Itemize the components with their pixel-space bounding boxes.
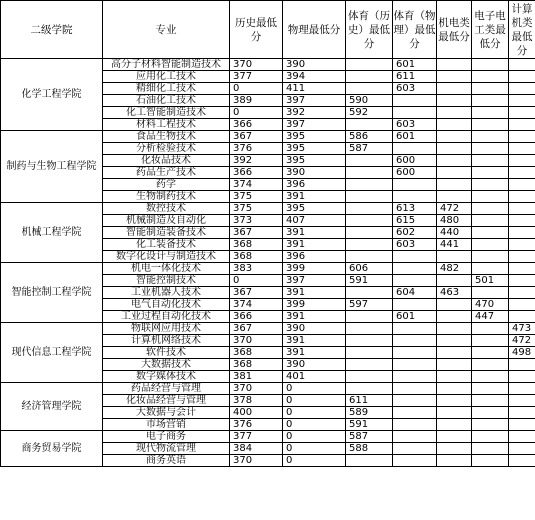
score-cell (437, 455, 472, 467)
score-cell (472, 347, 509, 359)
score-cell: 390 (283, 323, 346, 335)
score-cell (346, 83, 393, 95)
score-cell: 383 (230, 263, 283, 275)
score-cell (509, 263, 535, 275)
table-row (1, 431, 535, 443)
score-cell (393, 107, 437, 119)
score-cell (346, 203, 393, 215)
score-cell: 373 (230, 215, 283, 227)
score-cell (509, 455, 535, 467)
score-cell (346, 323, 393, 335)
score-cell (437, 431, 472, 443)
major-cell: 智能制造装备技术 (103, 227, 230, 239)
major-cell: 工业机器人技术 (103, 287, 230, 299)
score-cell: 0 (283, 419, 346, 431)
score-cell (509, 287, 535, 299)
score-cell (509, 299, 535, 311)
score-cell (472, 263, 509, 275)
score-cell: 368 (230, 359, 283, 371)
score-cell: 370 (230, 335, 283, 347)
score-cell (509, 407, 535, 419)
score-cell: 472 (509, 335, 535, 347)
major-cell: 机电一体化技术 (103, 263, 230, 275)
score-cell (472, 59, 509, 71)
score-cell: 613 (393, 203, 437, 215)
score-cell: 597 (346, 299, 393, 311)
score-cell (346, 251, 393, 263)
major-cell: 分析检验技术 (103, 143, 230, 155)
score-cell (509, 239, 535, 251)
score-cell: 395 (283, 143, 346, 155)
score-cell (509, 443, 535, 455)
score-cell: 378 (230, 395, 283, 407)
score-cell: 601 (393, 311, 437, 323)
score-cell: 587 (346, 143, 393, 155)
major-cell: 生物制药技术 (103, 191, 230, 203)
score-cell: 0 (283, 455, 346, 467)
department-cell: 商务贸易学院 (1, 431, 103, 467)
score-cell (472, 191, 509, 203)
score-cell: 370 (230, 59, 283, 71)
score-cell (346, 71, 393, 83)
score-cell: 367 (230, 323, 283, 335)
score-cell: 375 (230, 191, 283, 203)
score-cell: 391 (283, 335, 346, 347)
score-cell: 370 (230, 383, 283, 395)
score-cell: 611 (393, 71, 437, 83)
major-cell: 商务英语 (103, 455, 230, 467)
score-cell (437, 407, 472, 419)
score-cell (437, 71, 472, 83)
score-cell: 368 (230, 251, 283, 263)
score-cell: 391 (283, 239, 346, 251)
score-cell (509, 71, 535, 83)
score-cell (472, 431, 509, 443)
score-cell: 441 (437, 239, 472, 251)
score-cell (437, 191, 472, 203)
score-cell: 606 (346, 263, 393, 275)
department-cell: 机械工程学院 (1, 203, 103, 263)
department-cell: 制药与生物工程学院 (1, 131, 103, 203)
score-cell: 391 (283, 311, 346, 323)
score-cell: 374 (230, 299, 283, 311)
score-cell (437, 119, 472, 131)
score-cell (437, 383, 472, 395)
score-cell: 0 (283, 431, 346, 443)
header-row (1, 1, 535, 59)
header-electronics-min: 电子电工类最低分 (472, 1, 509, 59)
major-cell: 大数据与会计 (103, 407, 230, 419)
score-cell (437, 359, 472, 371)
score-cell (393, 431, 437, 443)
major-cell: 机械制造及自动化 (103, 215, 230, 227)
score-cell: 401 (283, 371, 346, 383)
score-cell: 0 (230, 107, 283, 119)
score-cell: 0 (283, 443, 346, 455)
score-cell (393, 143, 437, 155)
score-cell (346, 371, 393, 383)
score-cell: 470 (472, 299, 509, 311)
score-cell (437, 299, 472, 311)
score-cell: 600 (393, 155, 437, 167)
department-cell: 智能控制工程学院 (1, 263, 103, 323)
score-cell (472, 443, 509, 455)
major-cell: 化妆品经营与管理 (103, 395, 230, 407)
score-cell: 400 (230, 407, 283, 419)
major-cell: 化工智能制造技术 (103, 107, 230, 119)
score-cell (509, 359, 535, 371)
major-cell: 软件技术 (103, 347, 230, 359)
score-cell (437, 83, 472, 95)
score-cell (509, 395, 535, 407)
score-cell (346, 383, 393, 395)
score-cell (346, 119, 393, 131)
score-cell: 366 (230, 119, 283, 131)
department-cell: 现代信息工程学院 (1, 323, 103, 383)
score-cell (509, 143, 535, 155)
score-cell: 407 (283, 215, 346, 227)
score-cell: 590 (346, 95, 393, 107)
score-cell: 591 (346, 419, 393, 431)
table-row (1, 59, 535, 71)
score-cell (346, 59, 393, 71)
score-cell: 396 (283, 179, 346, 191)
score-cell (472, 155, 509, 167)
score-cell (346, 215, 393, 227)
score-cell: 463 (437, 287, 472, 299)
score-cell: 376 (230, 419, 283, 431)
header-computer-min: 计算机类最低分 (509, 1, 535, 59)
score-cell: 397 (283, 95, 346, 107)
score-cell (437, 251, 472, 263)
score-cell (393, 395, 437, 407)
score-cell (346, 167, 393, 179)
score-cell: 390 (283, 359, 346, 371)
score-cell: 472 (437, 203, 472, 215)
score-cell: 374 (230, 179, 283, 191)
department-cell: 化学工程学院 (1, 59, 103, 131)
score-cell (437, 95, 472, 107)
score-cell: 601 (393, 131, 437, 143)
header-physics-min: 物理最低分 (283, 1, 346, 59)
score-cell: 447 (472, 311, 509, 323)
score-cell: 377 (230, 71, 283, 83)
header-major: 专业 (103, 1, 230, 59)
score-cell (509, 251, 535, 263)
score-cell (472, 203, 509, 215)
score-cell (437, 59, 472, 71)
score-cell (437, 131, 472, 143)
score-cell (472, 371, 509, 383)
score-cell (346, 455, 393, 467)
score-cell (393, 251, 437, 263)
major-cell: 化工装备技术 (103, 239, 230, 251)
score-cell (346, 287, 393, 299)
score-cell (346, 227, 393, 239)
score-cell: 589 (346, 407, 393, 419)
score-cell (509, 59, 535, 71)
score-cell (472, 383, 509, 395)
score-cell: 397 (283, 119, 346, 131)
score-cell (509, 119, 535, 131)
score-cell: 615 (393, 215, 437, 227)
score-cell: 367 (230, 131, 283, 143)
score-cell (472, 419, 509, 431)
major-cell: 材料工程技术 (103, 119, 230, 131)
score-cell: 588 (346, 443, 393, 455)
score-cell: 473 (509, 323, 535, 335)
score-cell (472, 227, 509, 239)
score-cell: 390 (283, 59, 346, 71)
score-cell (393, 335, 437, 347)
score-cell: 501 (472, 275, 509, 287)
score-cell (393, 371, 437, 383)
score-cell (437, 167, 472, 179)
score-cell: 368 (230, 239, 283, 251)
major-cell: 药品经营与管理 (103, 383, 230, 395)
score-cell (393, 383, 437, 395)
score-cell (437, 179, 472, 191)
score-cell: 587 (346, 431, 393, 443)
score-cell (393, 443, 437, 455)
header-department: 二级学院 (1, 1, 103, 59)
major-cell: 计算机网络技术 (103, 335, 230, 347)
major-cell: 化妆品技术 (103, 155, 230, 167)
score-cell: 390 (283, 167, 346, 179)
score-cell: 603 (393, 239, 437, 251)
score-cell (437, 323, 472, 335)
score-cell (437, 347, 472, 359)
score-cell (437, 395, 472, 407)
score-cell: 366 (230, 167, 283, 179)
score-cell (437, 311, 472, 323)
score-cell: 591 (346, 275, 393, 287)
score-cell: 0 (283, 383, 346, 395)
score-cell (509, 311, 535, 323)
score-cell (472, 119, 509, 131)
score-cell (393, 299, 437, 311)
score-cell (393, 323, 437, 335)
major-cell: 药学 (103, 179, 230, 191)
score-cell (437, 335, 472, 347)
score-cell: 397 (283, 275, 346, 287)
score-cell (509, 179, 535, 191)
score-cell: 368 (230, 347, 283, 359)
table-row (1, 263, 535, 275)
score-cell: 389 (230, 95, 283, 107)
header-electromech-min: 机电类最低分 (437, 1, 472, 59)
score-cell (393, 455, 437, 467)
score-cell: 396 (283, 251, 346, 263)
score-cell: 391 (283, 347, 346, 359)
score-cell (437, 143, 472, 155)
score-cell (437, 275, 472, 287)
score-cell: 377 (230, 431, 283, 443)
score-cell (509, 131, 535, 143)
score-cell (437, 443, 472, 455)
score-cell: 392 (283, 107, 346, 119)
score-cell (472, 359, 509, 371)
major-cell: 数字化设计与制造技术 (103, 251, 230, 263)
score-cell: 395 (283, 155, 346, 167)
major-cell: 食品生物技术 (103, 131, 230, 143)
score-cell: 603 (393, 119, 437, 131)
score-cell (393, 191, 437, 203)
score-cell: 395 (283, 131, 346, 143)
score-cell: 384 (230, 443, 283, 455)
major-cell: 电气自动化技术 (103, 299, 230, 311)
score-cell (472, 167, 509, 179)
score-cell: 602 (393, 227, 437, 239)
score-cell (472, 239, 509, 251)
major-cell: 智能控制技术 (103, 275, 230, 287)
score-cell: 600 (393, 167, 437, 179)
score-cell (346, 347, 393, 359)
score-cell: 411 (283, 83, 346, 95)
score-cell: 367 (230, 287, 283, 299)
score-cell (472, 71, 509, 83)
score-cell (346, 239, 393, 251)
score-cell (472, 251, 509, 263)
major-cell: 大数据技术 (103, 359, 230, 371)
score-cell: 440 (437, 227, 472, 239)
score-cell: 0 (283, 407, 346, 419)
score-cell: 0 (283, 395, 346, 407)
score-cell (472, 95, 509, 107)
score-cell (437, 155, 472, 167)
score-cell: 592 (346, 107, 393, 119)
score-cell: 375 (230, 203, 283, 215)
score-cell (393, 407, 437, 419)
score-cell: 395 (283, 203, 346, 215)
major-cell: 药品生产技术 (103, 167, 230, 179)
major-cell: 电子商务 (103, 431, 230, 443)
major-cell: 高分子材料智能制造技术 (103, 59, 230, 71)
score-cell (393, 179, 437, 191)
score-cell (509, 155, 535, 167)
score-cell (393, 419, 437, 431)
score-cell: 482 (437, 263, 472, 275)
major-cell: 市场营销 (103, 419, 230, 431)
score-cell: 381 (230, 371, 283, 383)
score-cell: 0 (230, 83, 283, 95)
table-row (1, 203, 535, 215)
score-cell (509, 383, 535, 395)
score-cell (437, 107, 472, 119)
score-cell (393, 347, 437, 359)
score-cell: 391 (283, 287, 346, 299)
score-cell: 394 (283, 71, 346, 83)
score-cell (346, 359, 393, 371)
table-row (1, 383, 535, 395)
score-cell (393, 275, 437, 287)
score-cell (346, 155, 393, 167)
score-cell: 480 (437, 215, 472, 227)
score-cell (346, 335, 393, 347)
score-cell (509, 215, 535, 227)
score-cell: 399 (283, 299, 346, 311)
score-cell (437, 371, 472, 383)
score-cell (346, 311, 393, 323)
score-cell: 603 (393, 83, 437, 95)
header-pe-history-min: 体育（历史）最低分 (346, 1, 393, 59)
score-cell (472, 143, 509, 155)
score-cell (509, 95, 535, 107)
score-cell (509, 371, 535, 383)
score-cell: 370 (230, 455, 283, 467)
score-cell (509, 203, 535, 215)
score-cell (437, 419, 472, 431)
score-cell: 392 (230, 155, 283, 167)
score-cell (472, 395, 509, 407)
score-cell: 498 (509, 347, 535, 359)
score-cell (472, 323, 509, 335)
score-cell (509, 191, 535, 203)
score-cell (509, 275, 535, 287)
score-cell (393, 359, 437, 371)
score-cell (472, 179, 509, 191)
score-cell (472, 131, 509, 143)
major-cell: 现代物流管理 (103, 443, 230, 455)
score-cell (509, 431, 535, 443)
score-cell: 367 (230, 227, 283, 239)
major-cell: 应用化工技术 (103, 71, 230, 83)
major-cell: 数控技术 (103, 203, 230, 215)
score-cell: 391 (283, 191, 346, 203)
score-cell: 399 (283, 263, 346, 275)
score-cell (509, 167, 535, 179)
score-cell: 376 (230, 143, 283, 155)
table-row (1, 131, 535, 143)
table-body (1, 59, 535, 467)
table-row (1, 323, 535, 335)
major-cell: 精细化工技术 (103, 83, 230, 95)
score-cell (472, 287, 509, 299)
major-cell: 数字媒体技术 (103, 371, 230, 383)
score-cell (509, 227, 535, 239)
score-cell (472, 107, 509, 119)
score-cell (472, 83, 509, 95)
score-cell (393, 263, 437, 275)
score-cell (509, 107, 535, 119)
score-cell: 391 (283, 227, 346, 239)
score-cell (393, 95, 437, 107)
score-cell: 0 (230, 275, 283, 287)
score-cell (472, 455, 509, 467)
major-cell: 工业过程自动化技术 (103, 311, 230, 323)
score-cell (472, 335, 509, 347)
score-cell (346, 179, 393, 191)
score-cell: 611 (346, 395, 393, 407)
score-cell (472, 215, 509, 227)
department-cell: 经济管理学院 (1, 383, 103, 431)
score-cell: 586 (346, 131, 393, 143)
score-cell: 604 (393, 287, 437, 299)
header-history-min: 历史最低分 (230, 1, 283, 59)
score-cell: 366 (230, 311, 283, 323)
score-cell (509, 419, 535, 431)
header-pe-physics-min: 体育（物理）最低分 (393, 1, 437, 59)
score-cell (346, 191, 393, 203)
score-cell (509, 83, 535, 95)
score-cell: 601 (393, 59, 437, 71)
major-cell: 物联网应用技术 (103, 323, 230, 335)
score-cell (472, 407, 509, 419)
major-cell: 石油化工技术 (103, 95, 230, 107)
